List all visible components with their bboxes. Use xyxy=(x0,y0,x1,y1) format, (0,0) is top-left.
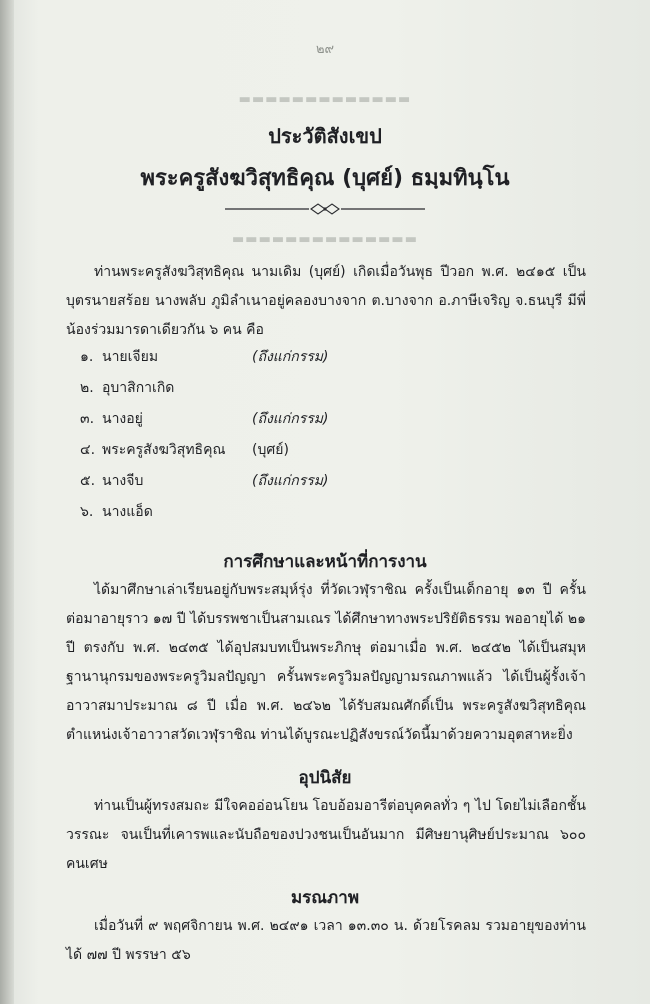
page-number: ๒๙ xyxy=(315,42,335,57)
document-subtitle: พระครูสังฆวิสุทธิคุณ (บุศย์) ธมฺมทินฺโน xyxy=(140,166,510,191)
list-item: ๓. นางอยู่ (ถึงแก่กรรม) xyxy=(80,411,329,427)
list-item: ๕. นางจีบ (ถึงแก่กรรม) xyxy=(80,473,329,489)
section-heading-death: มรณภาพ xyxy=(290,888,360,908)
document-title: ประวัติสังเขป xyxy=(268,124,382,148)
show-through-band: ▬▬▬▬▬▬▬▬▬▬▬▬▬▬ xyxy=(232,232,418,247)
section-heading-education: การศึกษาและหน้าที่การงาน xyxy=(223,552,427,572)
list-item: ๔. พระครูสังฆวิสุทธิคุณ (บุศย์) xyxy=(80,442,289,458)
list-item: ๑. นายเจียม (ถึงแก่กรรม) xyxy=(80,349,329,365)
education-paragraph: ได้มาศึกษาเล่าเรียนอยู่กับพระสมุห์รุ่ง ที่วัดเวฬุราชิณ ครั้งเป็นเด็กอายุ ๑๓ ปี ครั้นต่อมาอายุราว ๑๗ ปี ได้บรรพชาเป็นสามเณร ได้ศึกษาทางพระปริยัติธรรม พออายุได้ ๒๑ ปี ตรงกับ พ.ศ. ๒๔๓๕ ได้อุปสมบทเป็นพระภิกษุ ต่อมาเมื่อ พ.ศ. ๒๔๕๒ ได้เป็นสมุหฐานานุกรมของพระครูวิมลปัญญา ครั้นพระครูวิมลปัญญามรณภาพแล้ว ได้เป็นผู้รั้งเจ้าอาวาสมาประมาณ ๘ ปี เมื่อ พ.ศ. ๒๔๖๒ ได้รับสมณศักดิ์เป็น พระครูสังฆวิสุทธิคุณ ตำแหน่งเจ้าอาวาสวัดเวฬุราชิณ ท่านได้บูรณะปฏิสังขรณ์วัดนี้มาด้วยความอุตสาหะยิ่ง xyxy=(66,582,586,743)
death-paragraph: เมื่อวันที่ ๙ พฤศจิกายน พ.ศ. ๒๔๙๑ เวลา ๑๓.๓๐ น. ด้วยโรคลม รวมอายุของท่านได้ ๗๗ ปี พรรษา ๕๖ xyxy=(66,918,586,963)
siblings-list xyxy=(80,346,328,532)
show-through-band: ▬▬▬▬▬▬▬▬▬▬▬▬▬ xyxy=(238,92,412,107)
intro-paragraph: ท่านพระครูสังฆวิสุทธิคุณ นามเดิม (บุศย์) เกิดเมื่อวันพุธ ปีวอก พ.ศ. ๒๔๑๕ เป็นบุตรนายสร้อย นางพลับ ภูมิลำเนาอยู่คลองบางจาก ต.บางจาก อ.ภาษีเจริญ จ.ธนบุรี มีพี่น้องร่วมมารดาเดียวกัน ๖ คน คือ xyxy=(66,264,586,338)
title-divider-ornament xyxy=(225,202,425,216)
list-item: ๖. นางแอ็ด xyxy=(80,504,153,520)
character-paragraph: ท่านเป็นผู้ทรงสมถะ มีใจคออ่อนโยน โอบอ้อมอารีต่อบุคคลทั่ว ๆ ไป โดยไม่เลือกชั้นวรรณะ จนเป็นที่เคารพและนับถือของปวงชนเป็นอันมาก มีศิษยานุศิษย์ประมาณ ๖๐๐ คนเศษ xyxy=(66,798,586,872)
list-item: ๒. อุบาสิกาเกิด xyxy=(80,380,175,396)
section-heading-character: อุปนิสัย xyxy=(298,768,352,788)
